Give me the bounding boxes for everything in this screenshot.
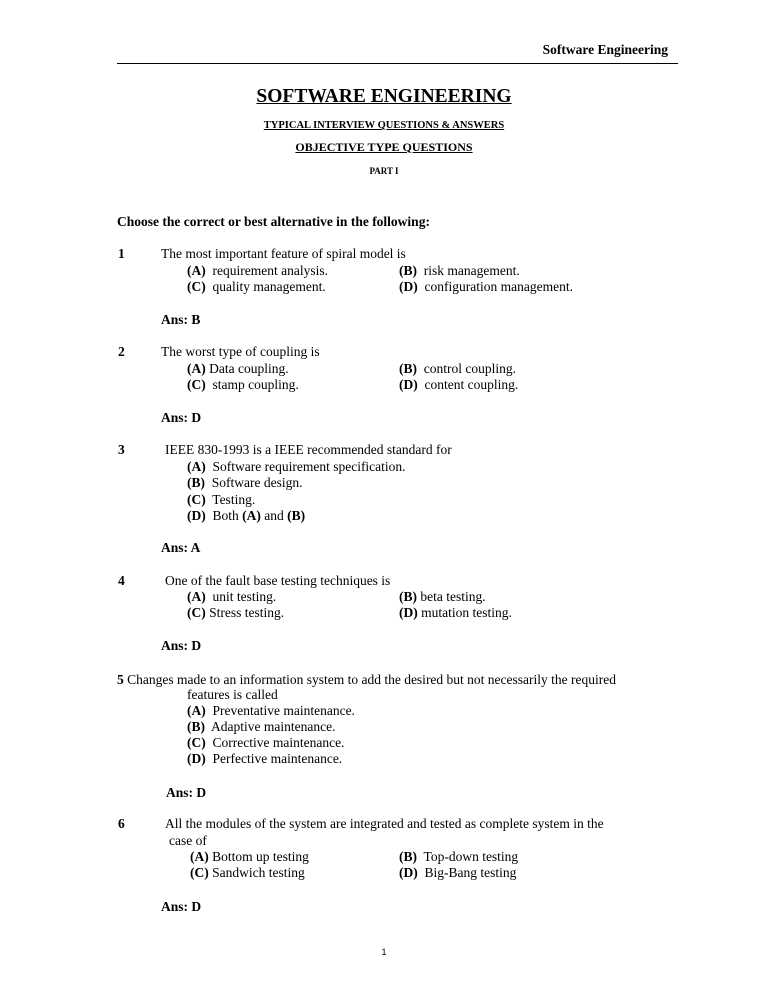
running-header: Software Engineering (542, 42, 668, 57)
question-number: 4 (118, 573, 125, 588)
option: (C) stamp coupling. (187, 377, 299, 392)
option: (A) Preventative maintenance. (187, 703, 355, 718)
answer: Ans: A (161, 540, 201, 555)
option: (C) quality management. (187, 279, 326, 294)
answer: Ans: D (161, 638, 202, 653)
option: (C) Testing. (187, 492, 256, 507)
option: (A) unit testing. (187, 589, 277, 604)
option: (B) Software design. (187, 475, 303, 490)
question-text: IEEE 830-1993 is a IEEE recommended standard for (165, 442, 452, 457)
option: (A) Data coupling. (187, 361, 289, 376)
option: (D) Perfective maintenance. (187, 751, 343, 766)
question-text: 5 Changes made to an information system to add the desired but not necessarily the required (117, 672, 616, 687)
part-label: PART I (369, 166, 399, 176)
instruction: Choose the correct or best alternative in the following: (117, 214, 430, 229)
page-number: 1 (381, 947, 387, 957)
option: (C) Sandwich testing (190, 865, 305, 880)
question-text: One of the fault base testing techniques is (165, 573, 391, 588)
option: (B) risk management. (399, 263, 520, 278)
option: (D) Big-Bang testing (399, 865, 517, 880)
question-text: All the modules of the system are integrated and tested as complete system in the (165, 816, 604, 831)
answer: Ans: D (166, 785, 207, 800)
question-text-continued: case of (169, 833, 207, 848)
option: (C) Stress testing. (187, 605, 285, 620)
option: (B) Adaptive maintenance. (187, 719, 336, 734)
option: (A) requirement analysis. (187, 263, 328, 278)
question-number: 5 (117, 672, 124, 687)
option: (D) content coupling. (399, 377, 519, 392)
option: (A) Software requirement specification. (187, 459, 406, 474)
option: (C) Corrective maintenance. (187, 735, 345, 750)
answer: Ans: B (161, 312, 201, 327)
option: (B) control coupling. (399, 361, 516, 376)
option: (B) beta testing. (399, 589, 486, 604)
option: (D) Both (A) and (B) (187, 508, 306, 523)
question-text: The most important feature of spiral model is (161, 246, 406, 261)
question-number: 2 (118, 344, 125, 359)
header-rule (117, 63, 678, 64)
option: (D) configuration management. (399, 279, 573, 294)
subtitle: TYPICAL INTERVIEW QUESTIONS & ANSWERS (263, 120, 505, 131)
section-title: OBJECTIVE TYPE QUESTIONS (295, 140, 473, 154)
question-number: 1 (118, 246, 125, 261)
option: (B) Top-down testing (399, 849, 519, 864)
question-number: 3 (118, 442, 125, 457)
answer: Ans: D (161, 899, 202, 914)
question-text-continued: features is called (187, 687, 278, 702)
option: (A) Bottom up testing (190, 849, 309, 864)
document-title: SOFTWARE ENGINEERING (256, 86, 512, 107)
option: (D) mutation testing. (399, 605, 512, 620)
answer: Ans: D (161, 410, 202, 425)
question-text: The worst type of coupling is (161, 344, 320, 359)
question-number: 6 (118, 816, 125, 831)
